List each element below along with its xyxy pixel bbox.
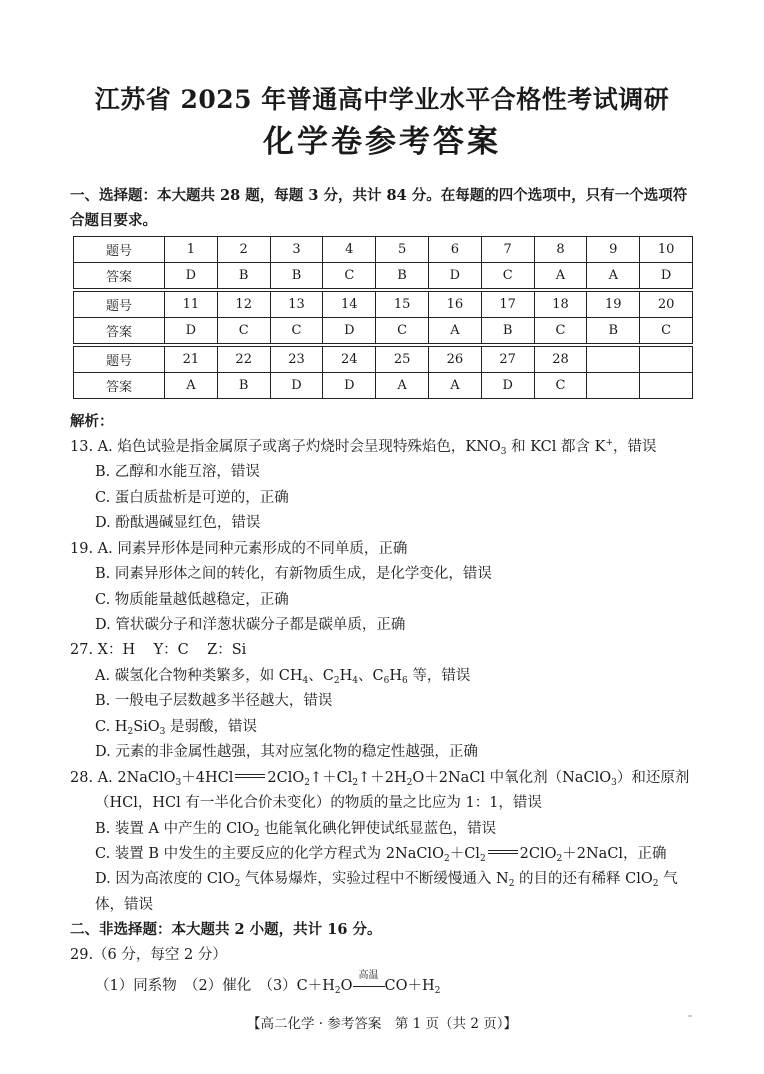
answer-cell: C xyxy=(534,373,587,399)
table-row-answers xyxy=(74,263,693,289)
answer-cell: A xyxy=(428,318,481,344)
q28-option-b: B. 装置 A 中产生的 ClO$_2$ 也能氧化碘化钾使试纸显蓝色，错误 xyxy=(95,821,497,839)
answer-cell: A xyxy=(428,373,481,399)
answer-cell: B xyxy=(217,263,270,289)
q27-option-d: D. 元素的非金属性越强，其对应氢化物的稳定性越强，正确 xyxy=(95,744,478,760)
question-cell: 1 xyxy=(165,237,218,263)
document-subtitle: 化学卷参考答案 xyxy=(263,124,501,160)
row-label: 题号 xyxy=(74,292,165,318)
question-cell: 15 xyxy=(376,292,429,318)
q28-option-d-line2: 体，错误 xyxy=(95,897,153,913)
question-cell: 28 xyxy=(534,347,587,373)
q13-option-b: B. 乙醇和水能互溶，错误 xyxy=(95,464,260,480)
section-2-heading: 二、非选择题：本大题共 2 小题，共计 16 分。 xyxy=(70,921,382,938)
answer-cell: C xyxy=(323,263,376,289)
question-cell: 2 xyxy=(217,237,270,263)
answer-cell: D xyxy=(323,373,376,399)
table-row-answers xyxy=(74,318,693,344)
question-cell xyxy=(587,347,640,373)
question-cell: 23 xyxy=(270,347,323,373)
question-cell: 26 xyxy=(428,347,481,373)
q13-option-d: D. 酚酞遇碱显红色，错误 xyxy=(95,515,261,531)
q19-option-c: C. 物质能量越低越稳定，正确 xyxy=(95,592,289,608)
q19-option-a: 19. A. 同素异形体是同种元素形成的不同单质，正确 xyxy=(70,541,408,557)
question-cell xyxy=(640,347,693,373)
answer-cell: D xyxy=(165,318,218,344)
q13-option-c: C. 蛋白质盐析是可逆的，正确 xyxy=(95,490,289,506)
question-cell: 18 xyxy=(534,292,587,318)
question-cell: 17 xyxy=(481,292,534,318)
row-label: 题号 xyxy=(74,237,165,263)
question-cell: 21 xyxy=(165,347,218,373)
row-label: 答案 xyxy=(74,318,165,344)
question-cell: 8 xyxy=(534,237,587,263)
answer-cell: C xyxy=(640,318,693,344)
question-cell: 22 xyxy=(217,347,270,373)
q28-option-a-line2: （HCl，HCl 有一半化合价未变化）的物质的量之比应为 1：1，错误 xyxy=(95,795,542,811)
table-row-answers xyxy=(74,373,693,399)
answer-cell: B xyxy=(376,263,429,289)
q27-option-a: A. 碳氢化合物种类繁多，如 $CH_4$、$C_2H_4$、$C_6H_6$ 等，错误 xyxy=(95,668,471,686)
answer-cell xyxy=(587,373,640,399)
answer-cell: C xyxy=(376,318,429,344)
table-row-questions xyxy=(74,237,693,263)
answer-cell: B xyxy=(481,318,534,344)
q27-heading: 27. X：H Y：C Z：Si xyxy=(70,642,247,658)
question-cell: 6 xyxy=(428,237,481,263)
answer-table-1 xyxy=(73,236,693,289)
section-1-heading: 一、选择题：本大题共 28 题，每题 3 分，共计 84 分。在每题的四个选项中，只有一个选项符合题目要求。 xyxy=(70,187,688,229)
question-cell: 19 xyxy=(587,292,640,318)
answer-cell: D xyxy=(428,263,481,289)
answer-cell: B xyxy=(217,373,270,399)
row-label: 题号 xyxy=(74,347,165,373)
answer-cell: B xyxy=(270,263,323,289)
question-cell: 4 xyxy=(323,237,376,263)
q29-answers: （1）同系物 （2）催化 $(3)C+H_2O$ 高温 $CO+H_2$ xyxy=(95,970,441,996)
analysis-heading: 解析： xyxy=(70,413,114,430)
q28-option-c: C. 装置 B 中发生的主要反应的化学方程式为 $2NaClO_2+Cl_2$ 2ClO$_2$＋2NaCl，正确 xyxy=(95,846,667,864)
answer-cell: A xyxy=(587,263,640,289)
answer-cell xyxy=(640,373,693,399)
answer-cell: A xyxy=(165,373,218,399)
question-cell: 9 xyxy=(587,237,640,263)
answer-cell: D xyxy=(165,263,218,289)
question-cell: 7 xyxy=(481,237,534,263)
q29-heading: 29.（6 分，每空 2 分） xyxy=(70,947,227,963)
question-cell: 13 xyxy=(270,292,323,318)
answer-cell: C xyxy=(270,318,323,344)
question-cell: 12 xyxy=(217,292,270,318)
answer-cell: A xyxy=(376,373,429,399)
table-row-questions xyxy=(74,292,693,318)
question-cell: 27 xyxy=(481,347,534,373)
row-label: 答案 xyxy=(74,263,165,289)
q28-option-a-line1: 28. A. 2NaClO$_3$＋4HCl $2ClO_2↑+Cl_2↑+2H_2O+2NaCl$ 中氧化剂（NaClO$_3$）和还原剂 xyxy=(70,770,690,788)
q27-option-c: C. $H_2SiO_3$ 是弱酸，错误 xyxy=(95,719,257,737)
equals-sign xyxy=(235,774,265,778)
answer-cell: A xyxy=(534,263,587,289)
q13-option-a: 13. A. 焰色试验是指金属原子或离子灼烧时会呈现特殊焰色，$KNO_3$ 和 KCl 都含 K+，错误 xyxy=(70,438,657,457)
q28-option-d-line1: D. 因为高浓度的 ClO$_2$ 气体易爆炸，实验过程中不断缓慢通入 $N_2$ 的目的还有稀释 ClO$_2$ 气 xyxy=(95,871,678,889)
table-row-questions xyxy=(74,347,693,373)
answer-table-3 xyxy=(73,346,693,399)
question-cell: 11 xyxy=(165,292,218,318)
question-cell: 10 xyxy=(640,237,693,263)
answer-cell: C xyxy=(217,318,270,344)
q19-option-b: B. 同素异形体之间的转化，有新物质生成，是化学变化，错误 xyxy=(95,566,492,582)
answer-cell: C xyxy=(534,318,587,344)
question-cell: 3 xyxy=(270,237,323,263)
question-cell: 16 xyxy=(428,292,481,318)
answer-cell: C xyxy=(481,263,534,289)
answer-table-2 xyxy=(73,291,693,344)
question-cell: 25 xyxy=(376,347,429,373)
question-cell: 20 xyxy=(640,292,693,318)
q19-option-d: D. 管状碳分子和洋葱状碳分子都是碳单质，正确 xyxy=(95,617,406,633)
question-cell: 5 xyxy=(376,237,429,263)
answer-cell: D xyxy=(640,263,693,289)
reaction-condition: 高温 xyxy=(353,978,385,994)
scan-mark xyxy=(688,1015,692,1017)
answer-cell: B xyxy=(587,318,640,344)
q27-option-b: B. 一般电子层数越多半径越大，错误 xyxy=(95,693,333,709)
answer-cell: D xyxy=(481,373,534,399)
answer-cell: D xyxy=(323,318,376,344)
answer-cell: D xyxy=(270,373,323,399)
page-footer: 【高二化学 · 参考答案 第 1 页（共 2 页）】 xyxy=(247,1016,517,1032)
document-title: 江苏省 2025 年普通高中学业水平合格性考试调研 xyxy=(94,85,670,114)
row-label: 答案 xyxy=(74,373,165,399)
question-cell: 14 xyxy=(323,292,376,318)
question-cell: 24 xyxy=(323,347,376,373)
equals-sign xyxy=(488,850,518,854)
